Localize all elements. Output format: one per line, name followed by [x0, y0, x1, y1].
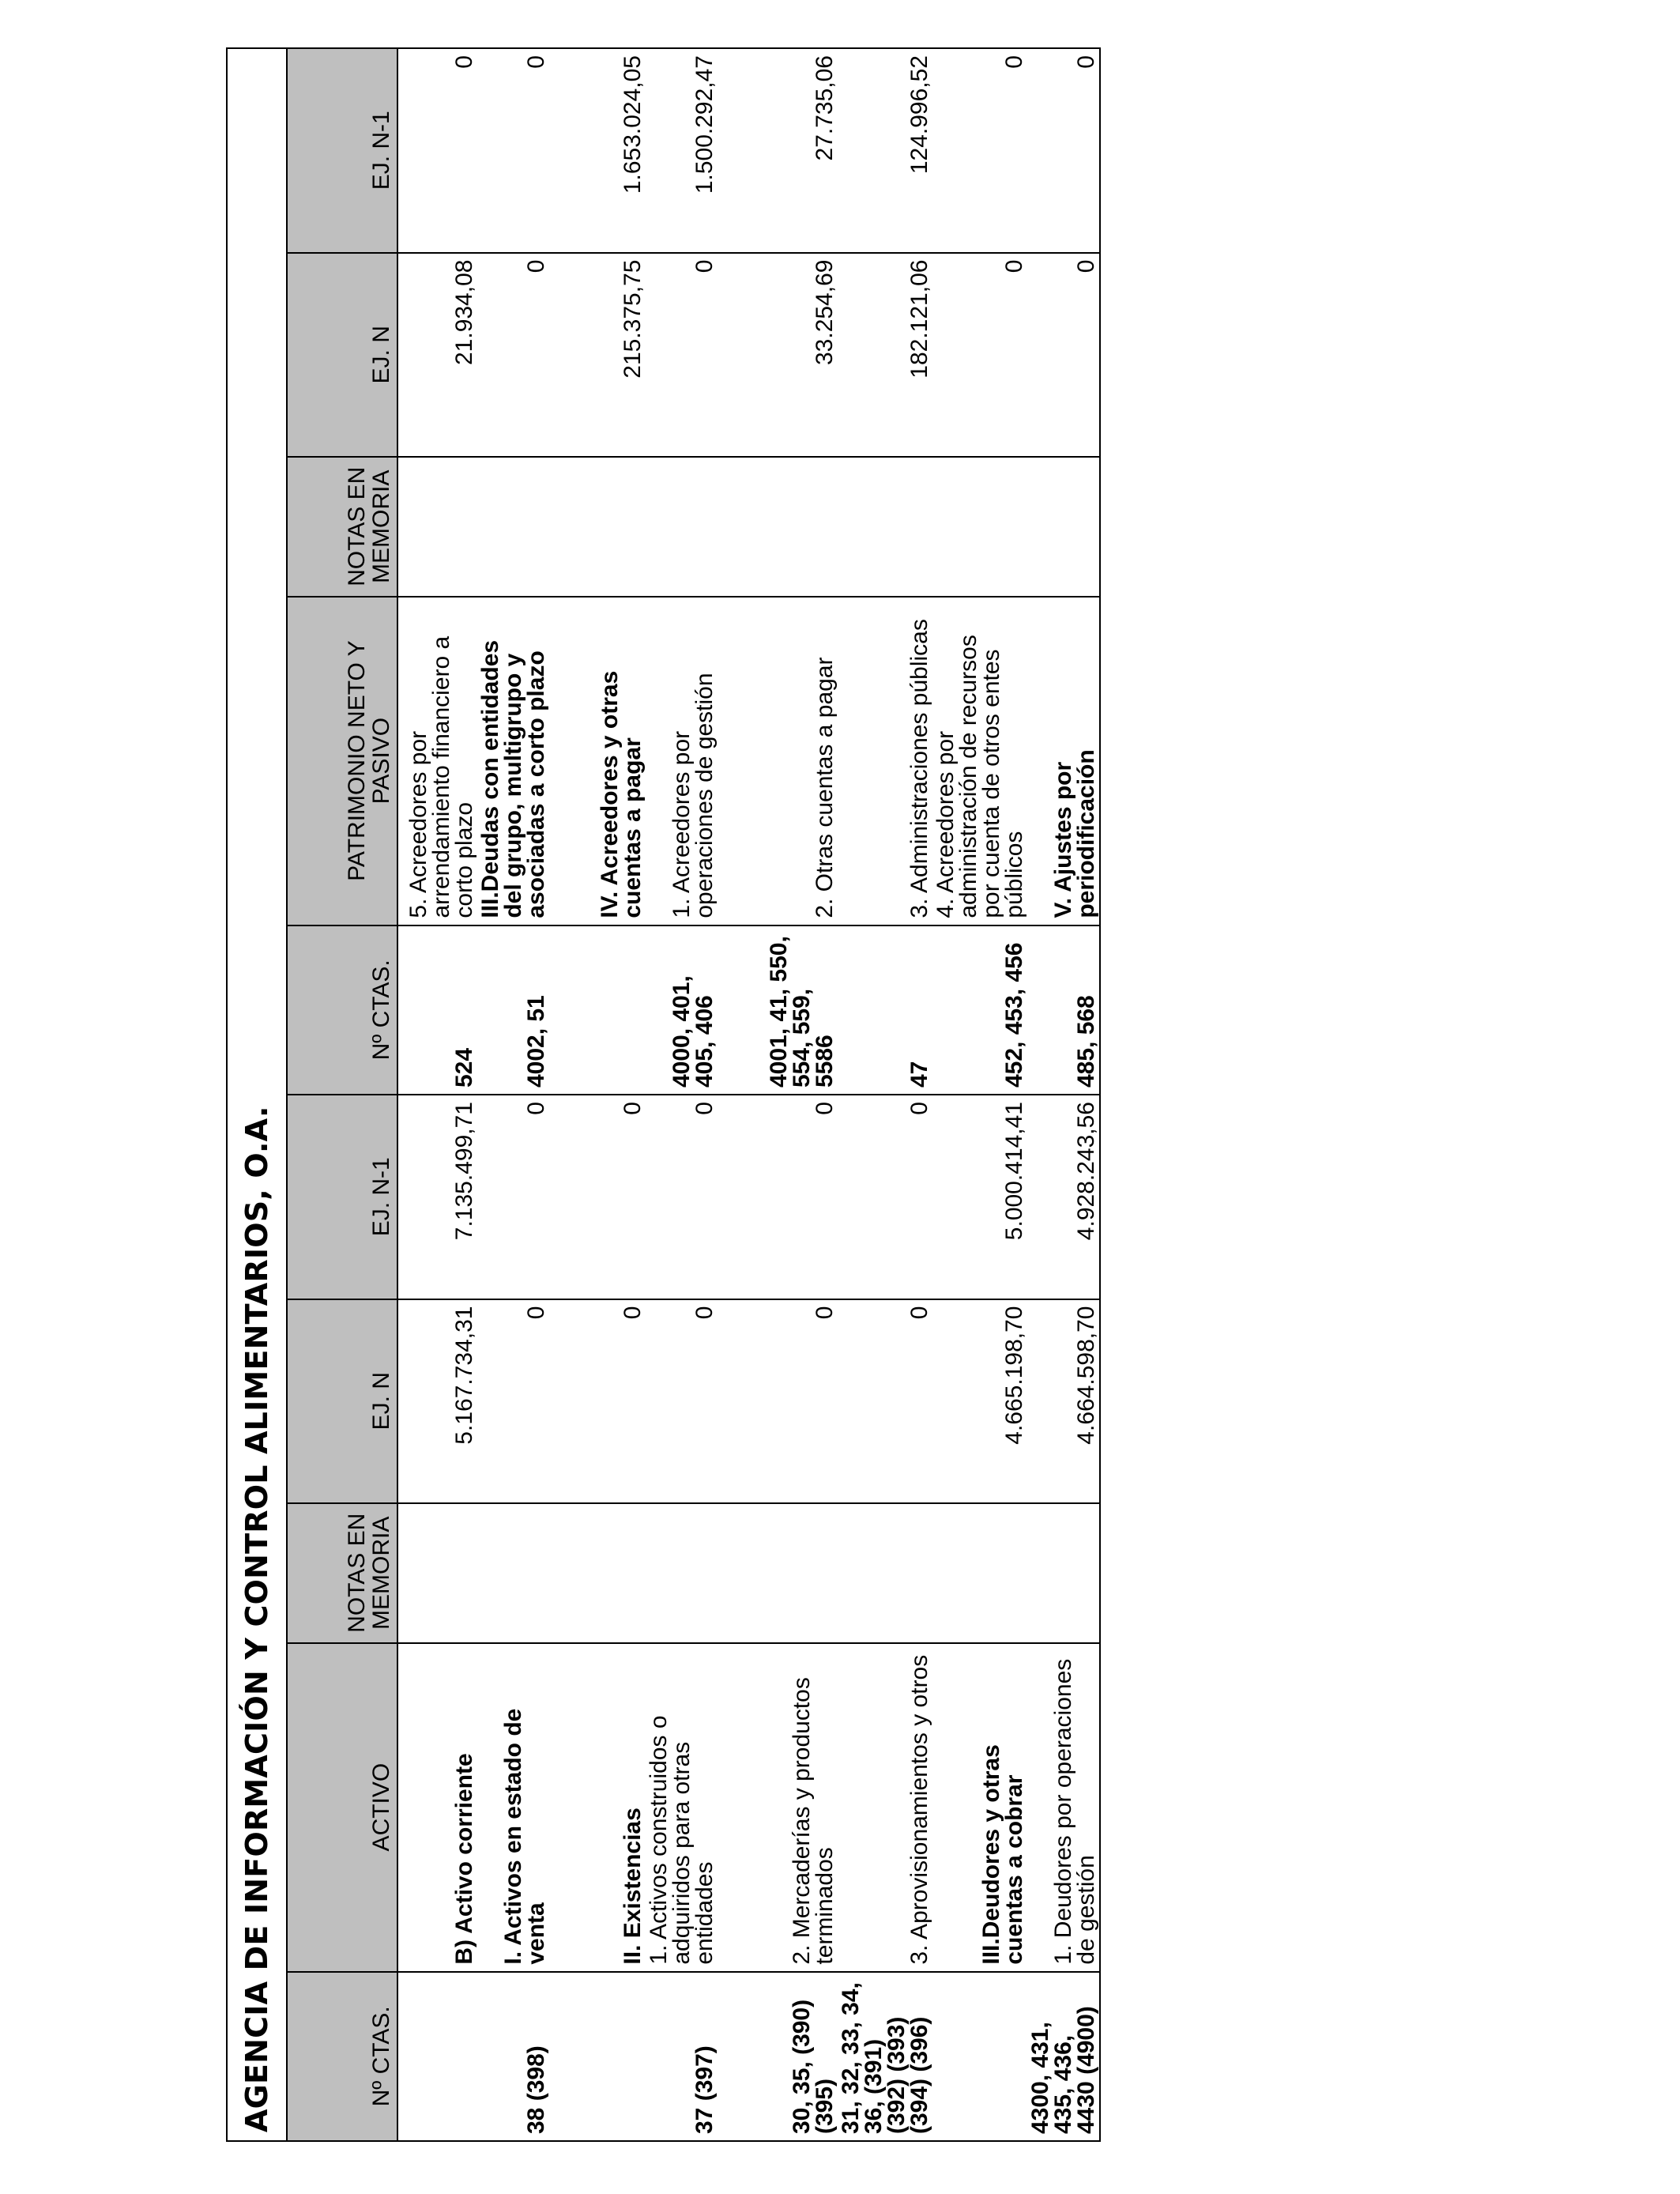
ej-n-activo: 4.664.598,70 — [1027, 1299, 1100, 1503]
document-title: AGENCIA DE INFORMACIÓN Y CONTROL ALIMENTARIOS, O.A. — [226, 47, 286, 2142]
ej-n1-activo: 7.135.499,71 — [397, 1095, 477, 1299]
activo-concept: 2. Mercaderías y productos terminados — [718, 1643, 838, 1972]
pasivo-concept: 1. Acreedores por operaciones de gestión — [646, 597, 718, 925]
account-codes-activo — [549, 1972, 646, 2141]
notas-activo — [397, 1503, 477, 1643]
header-notas: NOTAS EN MEMORIA — [287, 1503, 397, 1643]
header-ej-n: EJ. N — [287, 1299, 397, 1503]
activo-concept: 1. Deudores por operaciones de gestión — [1027, 1643, 1100, 1972]
ej-n1-pasivo: 124.996,52 — [838, 48, 932, 253]
pasivo-concept: V. Ajustes por periodificación — [1027, 597, 1100, 925]
pasivo-concept: 3. Administraciones públicas — [838, 597, 932, 925]
header-ctas-pasivo: Nº CTAS. — [287, 925, 397, 1095]
ej-n1-pasivo: 0 — [932, 48, 1027, 253]
ej-n-pasivo: 0 — [477, 253, 549, 457]
account-codes-pasivo: 4001, 41, 550, 554, 559, 5586 — [718, 925, 838, 1095]
ej-n1-activo: 0 — [549, 1095, 646, 1299]
table-row — [549, 48, 646, 2141]
account-codes-activo: 30, 35, (390) (395) — [718, 1972, 838, 2141]
ej-n-activo: 0 — [646, 1299, 718, 1503]
activo-concept: 1. Activos construidos o adquiridos para otras entidades — [646, 1643, 718, 1972]
account-codes-activo: 37 (397) — [646, 1972, 718, 2141]
account-codes-activo: 38 (398) — [477, 1972, 549, 2141]
ej-n-pasivo: 0 — [932, 253, 1027, 457]
activo-concept: III.Deudores y otras cuentas a cobrar — [932, 1643, 1027, 1972]
notas-activo — [932, 1503, 1027, 1643]
pasivo-concept: IV. Acreedores y otras cuentas a pagar — [549, 597, 646, 925]
account-codes-activo — [397, 1972, 477, 2141]
ej-n1-pasivo: 27.735,06 — [718, 48, 838, 253]
ej-n1-activo: 0 — [646, 1095, 718, 1299]
ej-n-activo: 0 — [838, 1299, 932, 1503]
account-codes-activo: 4300, 431, 435, 436, 4430 (4900) — [1027, 1972, 1100, 2141]
activo-concept: I. Activos en estado de venta — [477, 1643, 549, 1972]
account-codes-pasivo: 4000, 401, 405, 406 — [646, 925, 718, 1095]
ej-n1-activo: 0 — [477, 1095, 549, 1299]
table-row — [838, 48, 932, 2141]
ej-n-pasivo: 0 — [1027, 253, 1100, 457]
ej-n-pasivo: 182.121,06 — [838, 253, 932, 457]
notas-activo — [549, 1503, 646, 1643]
ej-n-activo: 0 — [718, 1299, 838, 1503]
ej-n1-pasivo: 0 — [1027, 48, 1100, 253]
table-row — [646, 48, 718, 2141]
pasivo-concept: 4. Acreedores por administración de recursos por cuenta de otros entes públicos — [932, 597, 1027, 925]
header-activo: ACTIVO — [287, 1643, 397, 1972]
notas-pasivo — [549, 457, 646, 597]
header-ctas: Nº CTAS. — [287, 1972, 397, 2141]
ej-n1-activo: 5.000.414,41 — [932, 1095, 1027, 1299]
notas-pasivo — [718, 457, 838, 597]
ej-n1-pasivo: 1.653.024,05 — [549, 48, 646, 253]
notas-pasivo — [838, 457, 932, 597]
header-ej-n1-pasivo: EJ. N-1 — [287, 48, 397, 253]
balance-sheet-page — [226, 47, 1317, 2142]
account-codes-pasivo: 47 — [838, 925, 932, 1095]
ej-n-pasivo: 215.375,75 — [549, 253, 646, 457]
header-ej-n-pasivo: EJ. N — [287, 253, 397, 457]
ej-n-activo: 0 — [549, 1299, 646, 1503]
account-codes-activo — [932, 1972, 1027, 2141]
ej-n1-activo: 4.928.243,56 — [1027, 1095, 1100, 1299]
table-row — [477, 48, 549, 2141]
ej-n-activo: 0 — [477, 1299, 549, 1503]
table-row — [932, 48, 1027, 2141]
activo-concept: 3. Aprovisionamientos y otros — [838, 1643, 932, 1972]
header-ej-n1: EJ. N-1 — [287, 1095, 397, 1299]
notas-activo — [646, 1503, 718, 1643]
ej-n-activo: 5.167.734,31 — [397, 1299, 477, 1503]
account-codes-pasivo: 524 — [397, 925, 477, 1095]
ej-n-pasivo: 21.934,08 — [397, 253, 477, 457]
notas-pasivo — [477, 457, 549, 597]
ej-n-pasivo: 0 — [646, 253, 718, 457]
ej-n1-activo: 0 — [718, 1095, 838, 1299]
account-codes-pasivo: 452, 453, 456 — [932, 925, 1027, 1095]
activo-concept: II. Existencias — [549, 1643, 646, 1972]
account-codes-pasivo: 485, 568 — [1027, 925, 1100, 1095]
notas-pasivo — [1027, 457, 1100, 597]
account-codes-pasivo: 4002, 51 — [477, 925, 549, 1095]
ej-n-pasivo: 33.254,69 — [718, 253, 838, 457]
ej-n-activo: 4.665.198,70 — [932, 1299, 1027, 1503]
ej-n1-pasivo: 0 — [397, 48, 477, 253]
account-codes-pasivo — [549, 925, 646, 1095]
table-row — [397, 48, 477, 2141]
header-row — [287, 48, 397, 2141]
notas-pasivo — [932, 457, 1027, 597]
notas-pasivo — [397, 457, 477, 597]
header-notas-pasivo: NOTAS EN MEMORIA — [287, 457, 397, 597]
pasivo-concept: III.Deudas con entidades del grupo, multigrupo y asociadas a corto plazo — [477, 597, 549, 925]
ej-n1-pasivo: 0 — [477, 48, 549, 253]
notas-activo — [477, 1503, 549, 1643]
ej-n1-activo: 0 — [838, 1095, 932, 1299]
pasivo-concept: 5. Acreedores por arrendamiento financiero a corto plazo — [397, 597, 477, 925]
table-body — [397, 48, 1100, 2141]
ej-n1-pasivo: 1.500.292,47 — [646, 48, 718, 253]
header-pasivo: PATRIMONIO NETO Y PASIVO — [287, 597, 397, 925]
pasivo-concept: 2. Otras cuentas a pagar — [718, 597, 838, 925]
account-codes-activo: 31, 32, 33, 34, 36, (391) (392) (393) (394) (396) — [838, 1972, 932, 2141]
notas-pasivo — [646, 457, 718, 597]
balance-table — [286, 47, 1101, 2142]
notas-activo — [718, 1503, 838, 1643]
notas-activo — [838, 1503, 932, 1643]
activo-concept: B) Activo corriente — [397, 1643, 477, 1972]
table-row — [1027, 48, 1100, 2141]
table-row — [718, 48, 838, 2141]
notas-activo — [1027, 1503, 1100, 1643]
